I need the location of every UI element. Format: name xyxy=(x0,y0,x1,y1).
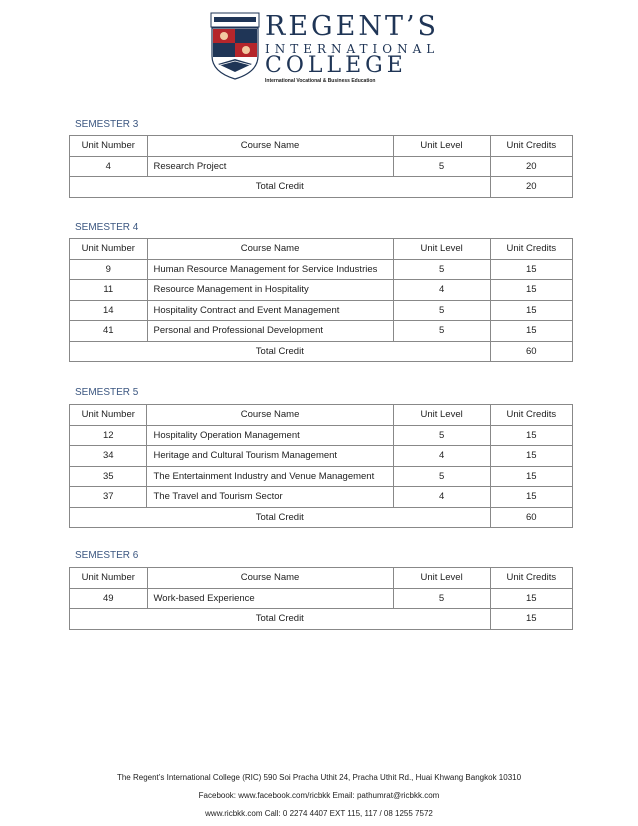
unit-level: 5 xyxy=(393,425,490,446)
col-unit-number: Unit Number xyxy=(70,568,148,589)
semester-6-table xyxy=(69,567,573,630)
course-name: Personal and Professional Development xyxy=(147,321,393,342)
unit-level: 5 xyxy=(393,321,490,342)
total-value: 60 xyxy=(490,341,572,362)
unit-level: 4 xyxy=(393,446,490,467)
unit-credits: 15 xyxy=(490,487,572,508)
total-value: 20 xyxy=(490,177,572,198)
table-row xyxy=(70,466,573,487)
unit-credits: 15 xyxy=(490,446,572,467)
footer-address: The Regent’s International College (RIC) 590 Soi Pracha Uthit 24, Pracha Uthit Rd., Huai Khwang Bangkok 10310 xyxy=(116,773,522,782)
total-row xyxy=(70,609,573,630)
course-name: Heritage and Cultural Tourism Management xyxy=(147,446,393,467)
unit-number: 12 xyxy=(70,425,147,446)
col-unit-number: Unit Number xyxy=(70,136,148,157)
col-course-name: Course Name xyxy=(147,405,393,426)
unit-number: 34 xyxy=(70,446,147,467)
unit-number: 11 xyxy=(70,280,148,301)
col-unit-number: Unit Number xyxy=(70,239,148,260)
course-name: Resource Management in Hospitality xyxy=(147,280,393,301)
semester-6-title: SEMESTER 6 xyxy=(75,550,139,561)
unit-level: 5 xyxy=(393,156,490,177)
course-name: Hospitality Contract and Event Management xyxy=(147,300,393,321)
col-unit-credits: Unit Credits xyxy=(490,136,572,157)
col-unit-level: Unit Level xyxy=(393,568,490,589)
crest-icon xyxy=(210,12,260,80)
course-name: The Travel and Tourism Sector xyxy=(147,487,393,508)
table-row xyxy=(70,321,573,342)
semester-3-table xyxy=(69,135,573,198)
total-label: Total Credit xyxy=(70,507,491,528)
course-name: Human Resource Management for Service Industries xyxy=(147,259,393,280)
table-row xyxy=(70,280,573,301)
college-logo xyxy=(210,11,440,84)
unit-number: 35 xyxy=(70,466,147,487)
col-course-name: Course Name xyxy=(147,136,393,157)
semester-3-title: SEMESTER 3 xyxy=(75,119,139,130)
unit-number: 41 xyxy=(70,321,148,342)
unit-number: 9 xyxy=(70,259,148,280)
col-unit-credits: Unit Credits xyxy=(490,405,572,426)
unit-level: 5 xyxy=(393,259,490,280)
col-unit-level: Unit Level xyxy=(393,239,490,260)
table-row xyxy=(70,446,573,467)
table-row xyxy=(70,425,573,446)
total-value: 60 xyxy=(490,507,572,528)
course-name: The Entertainment Industry and Venue Management xyxy=(147,466,393,487)
unit-credits: 15 xyxy=(490,588,572,609)
col-course-name: Course Name xyxy=(147,568,393,589)
logo-line-international: INTERNATIONAL xyxy=(265,42,440,56)
unit-credits: 15 xyxy=(490,280,572,301)
unit-number: 14 xyxy=(70,300,148,321)
unit-credits: 15 xyxy=(490,425,572,446)
unit-number: 37 xyxy=(70,487,147,508)
total-row xyxy=(70,507,573,528)
unit-credits: 15 xyxy=(490,466,572,487)
total-row xyxy=(70,341,573,362)
footer-contact: www.ricbkk.com Call: 0 2274 4407 EXT 115, 117 / 08 1255 7572 xyxy=(205,809,433,818)
col-unit-number: Unit Number xyxy=(70,405,147,426)
table-row xyxy=(70,259,573,280)
semester-5-table xyxy=(69,404,573,528)
total-label: Total Credit xyxy=(70,609,491,630)
unit-level: 5 xyxy=(393,466,490,487)
total-label: Total Credit xyxy=(70,177,491,198)
unit-credits: 20 xyxy=(490,156,572,177)
col-unit-credits: Unit Credits xyxy=(490,239,572,260)
course-name: Work-based Experience xyxy=(147,588,393,609)
table-header-row xyxy=(70,239,573,260)
table-header-row xyxy=(70,405,573,426)
unit-number: 4 xyxy=(70,156,148,177)
unit-level: 4 xyxy=(393,280,490,301)
semester-4-table xyxy=(69,238,573,362)
col-unit-level: Unit Level xyxy=(393,136,490,157)
total-row xyxy=(70,177,573,198)
unit-level: 5 xyxy=(393,300,490,321)
logo-line-regents: REGENT’S xyxy=(265,11,440,42)
total-value: 15 xyxy=(490,609,572,630)
table-header-row xyxy=(70,568,573,589)
table-row xyxy=(70,588,573,609)
footer-social: Facebook: www.facebook.com/ricbkk Email: pathumrat@ricbkk.com xyxy=(198,791,440,800)
unit-credits: 15 xyxy=(490,300,572,321)
col-unit-credits: Unit Credits xyxy=(490,568,572,589)
unit-number: 49 xyxy=(70,588,148,609)
course-name: Hospitality Operation Management xyxy=(147,425,393,446)
semester-5-title: SEMESTER 5 xyxy=(75,387,139,398)
total-label: Total Credit xyxy=(70,341,491,362)
unit-credits: 15 xyxy=(490,259,572,280)
logo-tagline: International Vocational & Business Education xyxy=(265,78,376,84)
course-name: Research Project xyxy=(147,156,393,177)
unit-level: 5 xyxy=(393,588,490,609)
logo-wordmark xyxy=(265,11,440,84)
table-header-row xyxy=(70,136,573,157)
col-course-name: Course Name xyxy=(147,239,393,260)
unit-credits: 15 xyxy=(490,321,572,342)
table-row xyxy=(70,487,573,508)
semester-4-title: SEMESTER 4 xyxy=(75,222,139,233)
col-unit-level: Unit Level xyxy=(393,405,490,426)
unit-level: 4 xyxy=(393,487,490,508)
table-row xyxy=(70,156,573,177)
table-row xyxy=(70,300,573,321)
logo-line-college: COLLEGE xyxy=(265,53,407,78)
